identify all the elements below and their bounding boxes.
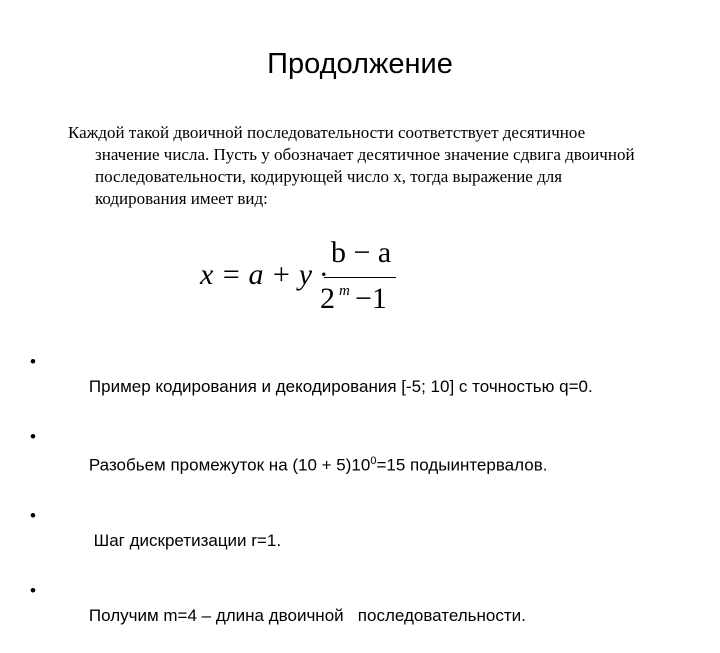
paragraph-line: кодирования имеет вид:	[95, 189, 268, 208]
fraction-bar	[324, 277, 396, 278]
bullet-dot: •	[30, 427, 36, 446]
formula-numerator: b − a	[331, 236, 392, 269]
denominator-base: 2	[320, 282, 335, 315]
bullet-item	[30, 349, 690, 424]
formula-lhs: x = a + y ·	[200, 258, 328, 291]
bullet-item	[30, 503, 690, 578]
bullet-text: Разобьем промежуток на (10 + 5)10	[88, 455, 371, 475]
bullet-dot: •	[30, 580, 36, 600]
bullet-dot: •	[30, 505, 36, 525]
paragraph-line: значение числа. Пусть y обозначает десятичное значение сдвига двоичной	[95, 145, 635, 164]
denominator-rest: −1	[355, 282, 387, 315]
intro-paragraph	[68, 122, 678, 210]
bullet-list	[30, 349, 690, 653]
bullet-dot: •	[30, 352, 36, 371]
bullet-text: Шаг дискретизации r=1.	[88, 530, 282, 550]
bullet-item	[30, 578, 690, 653]
bullet-text: Получим m=4 – длина двоичной последовательности.	[88, 605, 526, 625]
bullet-superscript: 0	[370, 455, 377, 467]
slide-title: Продолжение	[267, 48, 453, 80]
paragraph-line: Каждой такой двоичной последовательности соответствует десятичное	[68, 123, 586, 142]
formula-denominator	[320, 282, 387, 316]
encoding-formula	[196, 236, 416, 322]
bullet-text: =15 подыинтервалов.	[376, 455, 548, 475]
bullet-item	[30, 424, 690, 503]
denominator-exponent: m	[339, 283, 350, 299]
paragraph-line: последовательности, кодирующей число x, тогда выражение для	[95, 167, 563, 186]
bullet-text: Пример кодирования и декодирования [-5; 10] с точностью q=0.	[88, 377, 593, 396]
